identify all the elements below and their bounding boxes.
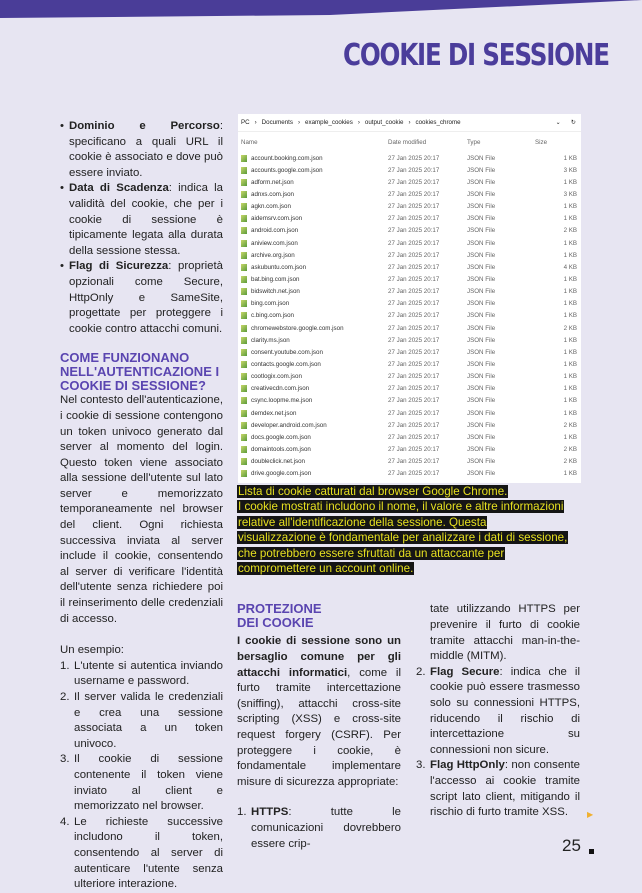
file-row[interactable]: account.booking.com.json 27 Jan 2025 20:17 JSON File 1 KB <box>238 152 581 164</box>
page-title: COOKIE DI SESSIONE <box>343 38 609 73</box>
file-row[interactable]: demdex.net.json 27 Jan 2025 20:17 JSON File 1 KB <box>238 407 581 419</box>
json-file-icon <box>241 300 247 307</box>
paragraph: I cookie di sessione sono un bersaglio comune per gli attacchi informatici, come il furto tramite intercettazione (sniffing), attacchi cross-site scripting (XSS) e cross-site request forgery (CSRF). Per proteggere i cookie, è fondamentale implementare misure di sicurezza appropriate: <box>237 635 401 788</box>
page-number: 25 <box>562 836 581 855</box>
section-heading: PROTEZIONE DEI COOKIE <box>237 601 322 631</box>
json-file-icon <box>241 385 247 392</box>
json-file-icon <box>241 349 247 356</box>
file-row[interactable]: chromewebstore.google.com.json 27 Jan 2025 20:17 JSON File 2 KB <box>238 322 581 334</box>
json-file-icon <box>241 276 247 283</box>
right-region <box>237 484 581 852</box>
json-file-icon <box>241 397 247 404</box>
json-file-icon <box>241 361 247 368</box>
file-row[interactable]: creativecdn.com.json 27 Jan 2025 20:17 JSON File 1 KB <box>238 383 581 395</box>
file-row[interactable]: adform.net.json 27 Jan 2025 20:17 JSON File 1 KB <box>238 176 581 188</box>
file-row[interactable]: cootlogix.com.json 27 Jan 2025 20:17 JSON File 1 KB <box>238 371 581 383</box>
list-item: 2. Il server valida le credenziali e crea una sessione associata a un token univoco. <box>60 691 223 750</box>
list-item: • Dominio e Percorso: specificano a quali URL il cookie è associato e dove può essere inviato. <box>60 119 223 181</box>
json-file-icon <box>241 470 247 477</box>
file-row[interactable]: bidswitch.net.json 27 Jan 2025 20:17 JSON File 1 KB <box>238 286 581 298</box>
file-row[interactable]: aidemsrv.com.json 27 Jan 2025 20:17 JSON File 1 KB <box>238 213 581 225</box>
section-heading: COME FUNZIONANO NELL'AUTENTICAZIONE I COOKIE DI SESSIONE? <box>60 350 220 394</box>
file-row[interactable]: adnxs.com.json 27 Jan 2025 20:17 JSON File 3 KB <box>238 188 581 200</box>
json-file-icon <box>241 288 247 295</box>
json-file-icon <box>241 167 247 174</box>
file-row[interactable]: drive.google.com.json 27 Jan 2025 20:17 JSON File 1 KB <box>238 468 581 480</box>
file-explorer-screenshot <box>238 114 581 483</box>
address-bar: PC › Documents › example_cookies › output_cookie › cookies_chrome ⌄ ↻ <box>238 114 581 132</box>
list-item: 1. HTTPS: tutte le comunicazioni dovrebbero essere crip- <box>237 806 401 850</box>
file-row[interactable]: domaintools.com.json 27 Jan 2025 20:17 JSON File 2 KB <box>238 443 581 455</box>
column-2 <box>237 602 401 852</box>
json-file-icon <box>241 227 247 234</box>
paragraph: Nel contesto dell'autenticazione, i cookie di sessione contengono un token univoco generato dal server al momento del login. Questo token viene associato alla sessione dell'utente sul lato server e memorizzato temporaneamente nel browser del client. Ogni richiesta successiva inviata al server include il cookie, consentendo al server di verificare l'identità dell'utente senza richiedere poi il reinserimento delle credenziali di accesso. <box>60 394 224 625</box>
file-row[interactable]: clarity.ms.json 27 Jan 2025 20:17 JSON File 1 KB <box>238 334 581 346</box>
column-1: Un esempio: 1. L'utente si autentica inviando username e password. 2. Il server valida le credenziali e crea una sessione associata a un token univoco. 3. Il cookie di sessione contenente il token viene inviato al client e memorizzato nel browser. 4. Le richieste successive includono il token, consentendo al server di autenticare l'utente senza ulteriore interazione. <box>60 643 223 893</box>
file-row[interactable]: android.com.json 27 Jan 2025 20:17 JSON File 2 KB <box>238 225 581 237</box>
json-file-icon <box>241 252 247 259</box>
column-3: tate utilizzando HTTPS per prevenire il furto di cookie tramite attacchi man-in-the-middle (MITM). 2. Flag Secure: indica che il cookie può essere trasmesso solo su connessioni HTTPS, riducendo il rischio di intercettazione su connessioni non sicure. 3. Flag HttpOnly: non consente l'accesso ai cookie tramite script lato client, mitigando il rischio di furto tramite XSS. <box>416 602 580 852</box>
file-row[interactable]: doubleclick.net.json 27 Jan 2025 20:17 JSON File 2 KB <box>238 456 581 468</box>
json-file-icon <box>241 191 247 198</box>
refresh-icon: ↻ <box>570 119 576 126</box>
file-row[interactable]: askubuntu.com.json 27 Jan 2025 20:17 JSON File 4 KB <box>238 261 581 273</box>
file-row[interactable]: developer.android.com.json 27 Jan 2025 20:17 JSON File 2 KB <box>238 419 581 431</box>
image-caption: Lista di cookie catturati dal browser Google Chrome. I cookie mostrati includono il nome, il valore e altre informazioni relative all'identificazione della sessione. Questa visualizzazione è fondamentale per analizzare i dati di sessione, che potrebbero essere sfruttati da un attaccante per compromettere un account online. <box>238 485 568 576</box>
attribute-list <box>60 119 223 337</box>
json-file-icon <box>241 240 247 247</box>
file-row[interactable]: aniview.com.json 27 Jan 2025 20:17 JSON File 1 KB <box>238 237 581 249</box>
file-row[interactable]: docs.google.com.json 27 Jan 2025 20:17 JSON File 1 KB <box>238 431 581 443</box>
page-marker <box>589 849 594 854</box>
file-row[interactable]: archive.org.json 27 Jan 2025 20:17 JSON File 1 KB <box>238 249 581 261</box>
json-file-icon <box>241 446 247 453</box>
list-item: 3. Il cookie di sessione contenente il token viene inviato al client e memorizzato nel browser. <box>60 753 223 813</box>
file-row[interactable]: agkn.com.json 27 Jan 2025 20:17 JSON File 1 KB <box>238 201 581 213</box>
file-list <box>238 152 581 480</box>
file-row[interactable]: csync.loopme.me.json 27 Jan 2025 20:17 JSON File 1 KB <box>238 395 581 407</box>
file-row[interactable]: bing.com.json 27 Jan 2025 20:17 JSON File 1 KB <box>238 298 581 310</box>
chevron-down-icon: ⌄ <box>555 119 561 126</box>
header-band <box>0 0 642 20</box>
left-column-top <box>60 119 223 627</box>
json-file-icon <box>241 203 247 210</box>
json-file-icon <box>241 155 247 162</box>
list-item: 3. Flag HttpOnly: non consente l'accesso ai cookie tramite script lato client, mitigando il rischio di furto tramite XSS. <box>416 759 580 819</box>
list-item: 4. Le richieste successive includono il token, consentendo al server di autenticare l'utente senza ulteriore interazione. <box>60 815 223 891</box>
column-headers: Name Date modified Type Size <box>241 138 548 146</box>
json-file-icon <box>241 373 247 380</box>
json-file-icon <box>241 410 247 417</box>
file-row[interactable]: bat.bing.com.json 27 Jan 2025 20:17 JSON File 1 KB <box>238 273 581 285</box>
list-item: 2. Flag Secure: indica che il cookie può essere trasmesso solo su connessioni HTTPS, riducendo il rischio di intercettazione su connessioni non sicure. <box>416 665 580 756</box>
file-row[interactable]: accounts.google.com.json 27 Jan 2025 20:17 JSON File 3 KB <box>238 164 581 176</box>
file-row[interactable]: c.bing.com.json 27 Jan 2025 20:17 JSON File 1 KB <box>238 310 581 322</box>
bottom-columns <box>237 602 581 852</box>
file-row[interactable]: contacts.google.com.json 27 Jan 2025 20:17 JSON File 1 KB <box>238 358 581 370</box>
json-file-icon <box>241 422 247 429</box>
json-file-icon <box>241 264 247 271</box>
json-file-icon <box>241 215 247 222</box>
json-file-icon <box>241 458 247 465</box>
json-file-icon <box>241 325 247 332</box>
list-item: • Data di Scadenza: indica la validità del cookie, che per i cookie di sessione è tipicamente legata alla durata della sessione stessa. <box>60 181 223 259</box>
json-file-icon <box>241 179 247 186</box>
continue-arrow-icon: ▶ <box>587 810 594 819</box>
list-item: 1. L'utente si autentica inviando username e password. <box>60 659 223 688</box>
list-item: • Flag di Sicurezza: proprietà opzionali come Secure, HttpOnly e SameSite, progettate per proteggere i cookie contro attacchi comuni. <box>60 259 223 337</box>
left-column <box>60 119 223 893</box>
json-file-icon <box>241 337 247 344</box>
steps-list <box>60 659 223 893</box>
json-file-icon <box>241 312 247 319</box>
file-row[interactable]: consent.youtube.com.json 27 Jan 2025 20:17 JSON File 1 KB <box>238 346 581 358</box>
json-file-icon <box>241 434 247 441</box>
